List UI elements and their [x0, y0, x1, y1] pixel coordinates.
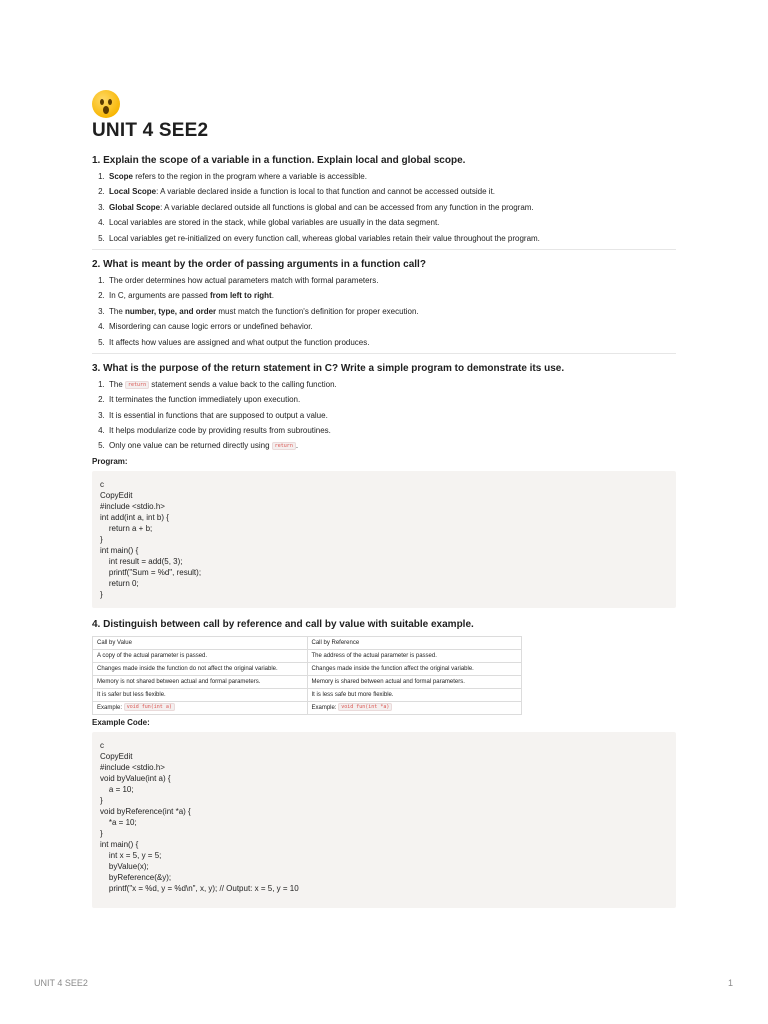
list-item: 4. Misordering can cause logic errors or undefined behavior.: [107, 322, 676, 332]
list-item: 3. It is essential in functions that are supposed to output a value.: [107, 411, 676, 421]
q3-heading: 3. What is the purpose of the return statement in C? Write a simple program to demonstrate its use.: [92, 362, 565, 374]
table-row: [93, 649, 522, 662]
code-line: *a = 10;: [100, 817, 137, 827]
table-row: [93, 688, 522, 701]
code-line: a = 10;: [100, 784, 134, 794]
list-item: 3. Global Scope: A variable declared outside all functions is global and can be accessed from any function in the program.: [107, 203, 676, 213]
code-line: int add(int a, int b) {: [100, 512, 169, 522]
table-row: [93, 701, 522, 714]
table-cell: Memory is shared between actual and formal parameters.: [307, 675, 522, 688]
code-line: }: [100, 795, 103, 805]
table-cell: It is safer but less flexible.: [93, 688, 308, 701]
code-line: void byReference(int *a) {: [100, 806, 191, 816]
table-row: [93, 636, 522, 649]
q2-list: [92, 276, 676, 348]
code-line: return a + b;: [100, 523, 153, 533]
table-cell: Memory is not shared between actual and formal parameters.: [93, 675, 308, 688]
table-cell: It is less safe but more flexible.: [307, 688, 522, 701]
table-cell: Call by Value: [93, 636, 308, 649]
code-line: byValue(x);: [100, 861, 149, 871]
page-number: 1: [728, 978, 734, 988]
list-item: 1. The order determines how actual parameters match with formal parameters.: [107, 276, 676, 286]
code-block-program: [92, 471, 676, 608]
list-item: 2. Local Scope: A variable declared inside a function is local to that function and cannot be accessed outside it.: [107, 187, 676, 197]
list-item: 5. Local variables get re-initialized on every function call, whereas global variables retain their value throughout the program.: [107, 234, 676, 244]
comparison-table: [92, 636, 522, 715]
code-line: int main() {: [100, 839, 139, 849]
list-item: 3. The number, type, and order must match the function's definition for proper execution.: [107, 307, 676, 317]
list-item: 2. In C, arguments are passed from left to right.: [107, 291, 676, 301]
hushed-face-emoji-icon: [92, 90, 120, 118]
footer-title: UNIT 4 SEE2: [34, 978, 88, 988]
list-item: 4. It helps modularize code by providing results from subroutines.: [107, 426, 676, 436]
code-line: printf("x = %d, y = %d\n", x, y); // Output: x = 5, y = 10: [100, 883, 299, 893]
table-cell: A copy of the actual parameter is passed.: [93, 649, 308, 662]
code-line: void byValue(int a) {: [100, 773, 171, 783]
list-item: 1. Scope refers to the region in the program where a variable is accessible.: [107, 172, 676, 182]
page-title: UNIT 4 SEE2: [92, 120, 209, 141]
table-cell: Call by Reference: [307, 636, 522, 649]
q1-heading: 1. Explain the scope of a variable in a function. Explain local and global scope.: [92, 155, 466, 166]
code-line: printf("Sum = %d", result);: [100, 567, 202, 577]
code-line: byReference(&y);: [100, 872, 172, 882]
code-line: int x = 5, y = 5;: [100, 850, 162, 860]
inline-code: void fun(int a): [124, 703, 175, 711]
table-cell: The address of the actual parameter is passed.: [307, 649, 522, 662]
code-line: c: [100, 740, 104, 750]
section-divider: [92, 353, 676, 354]
q1-list: [92, 172, 676, 244]
list-item: 5. Only one value can be returned directly using return .: [107, 441, 676, 451]
table-row: [93, 662, 522, 675]
code-line: return 0;: [100, 578, 139, 588]
code-line: int main() {: [100, 545, 139, 555]
document-page: [92, 90, 676, 918]
code-line: }: [100, 589, 103, 599]
q2-heading: 2. What is meant by the order of passing arguments in a function call?: [92, 258, 426, 270]
code-block-example: [92, 732, 676, 908]
code-line: }: [100, 534, 103, 544]
code-line: CopyEdit: [100, 490, 133, 500]
inline-code: return: [272, 442, 296, 450]
list-item: 5. It affects how values are assigned and what output the function produces.: [107, 338, 676, 348]
q3-list: [92, 380, 676, 452]
list-item: 4. Local variables are stored in the stack, while global variables are usually in the data segment.: [107, 218, 676, 228]
code-line: int result = add(5, 3);: [100, 556, 183, 566]
q4-heading: 4. Distinguish between call by reference and call by value with suitable example.: [92, 618, 474, 630]
program-label: Program:: [92, 456, 128, 466]
table-cell: Example: void fun(int *a): [307, 701, 522, 714]
code-line: c: [100, 479, 104, 489]
code-line: CopyEdit: [100, 751, 133, 761]
inline-code: void fun(int *a): [338, 703, 392, 711]
code-line: }: [100, 828, 103, 838]
table-row: [93, 675, 522, 688]
list-item: 1. The return statement sends a value back to the calling function.: [107, 380, 676, 390]
section-divider: [92, 249, 676, 250]
table-cell: Example: void fun(int a): [93, 701, 308, 714]
code-line: #include <stdio.h>: [100, 762, 165, 772]
code-line: #include <stdio.h>: [100, 501, 165, 511]
list-item: 2. It terminates the function immediately upon execution.: [107, 395, 676, 405]
example-code-label: Example Code:: [92, 717, 150, 727]
table-cell: Changes made inside the function affect the original variable.: [307, 662, 522, 675]
table-cell: Changes made inside the function do not affect the original variable.: [93, 662, 308, 675]
inline-code: return: [125, 381, 149, 389]
